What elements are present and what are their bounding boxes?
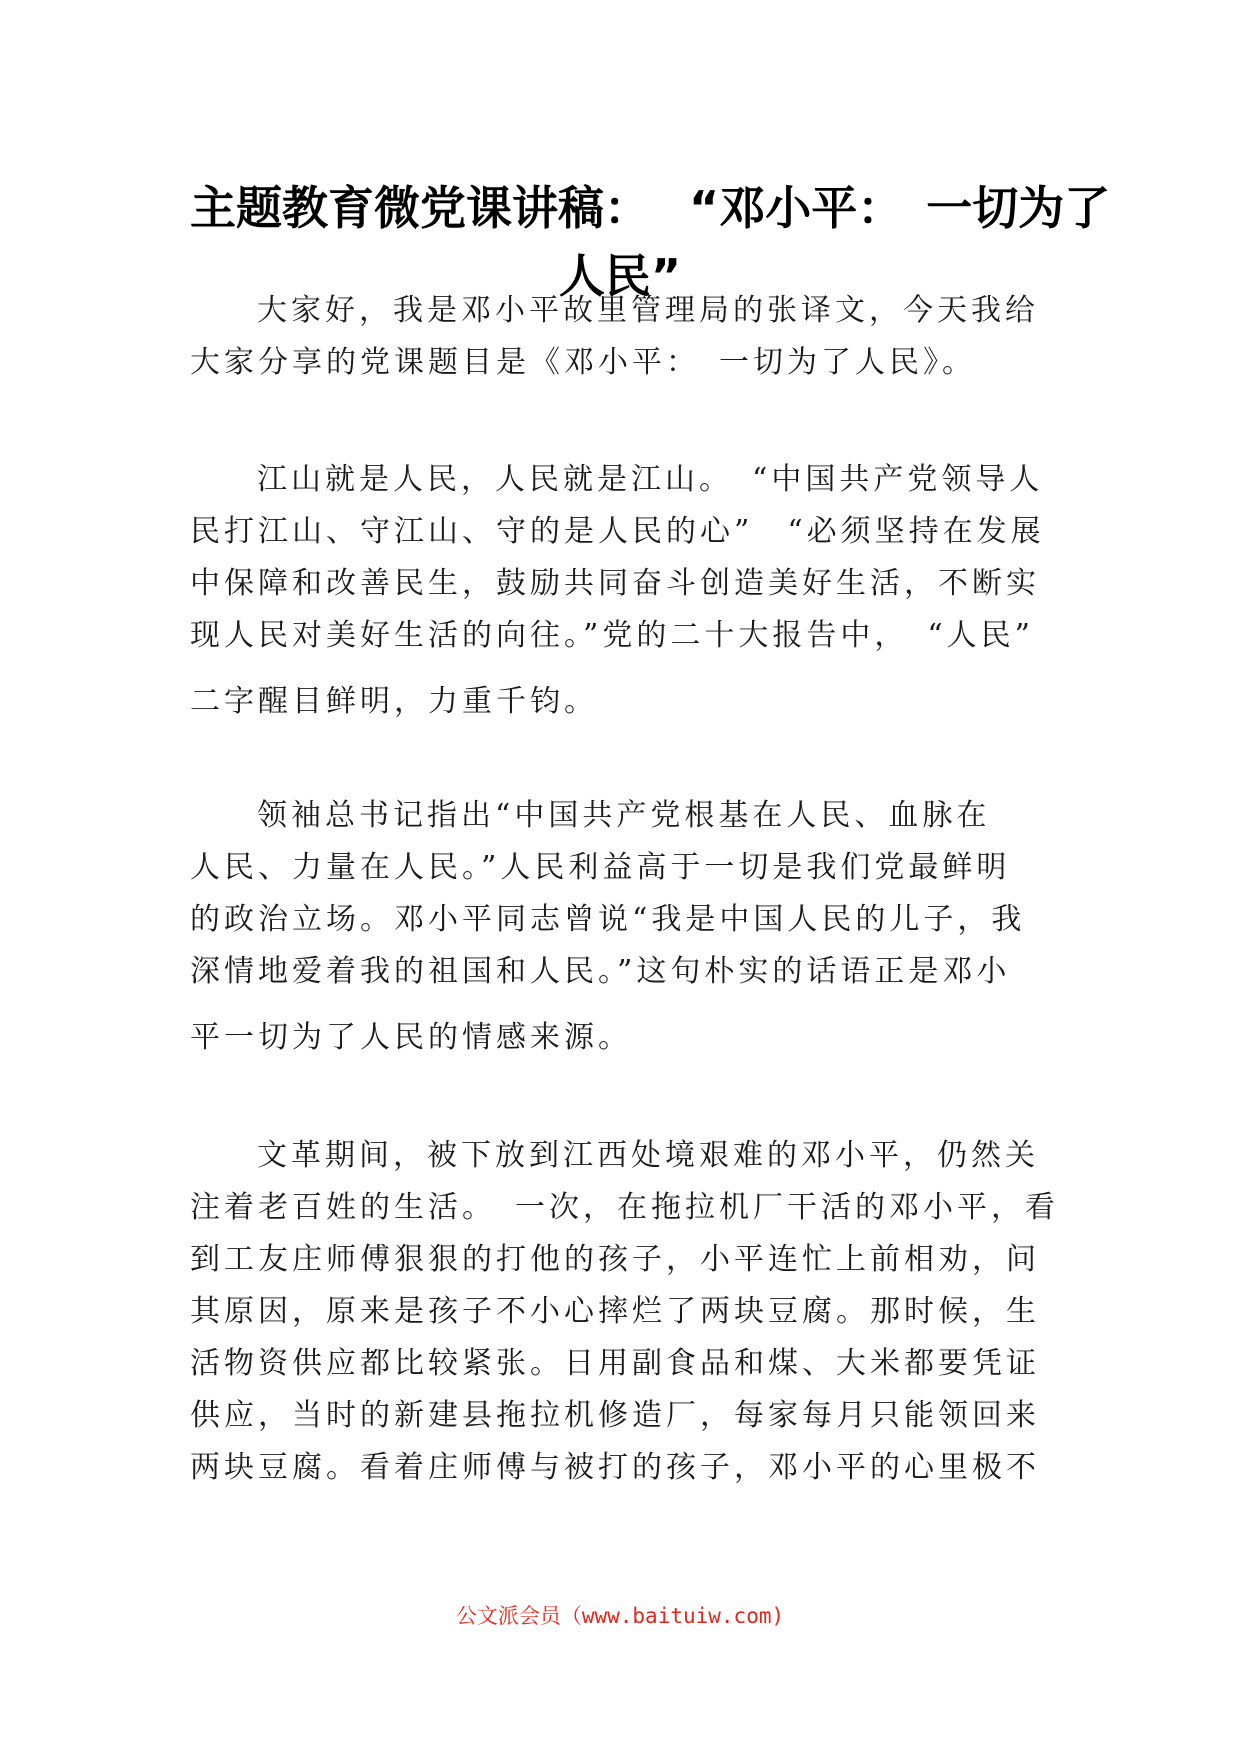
paragraph-4-line-1: 文革期间，被下放到江西处境艰难的邓小平，仍然关 [257,1138,1039,1173]
paragraph-3-line-3: 的政治立场。邓小平同志曾说“我是中国人民的儿子，我 [190,902,1026,937]
paragraph-4-line-3: 到工友庄师傅狠狠的打他的孩子，小平连忙上前相劝，问 [190,1242,1040,1277]
paragraph-4-line-7: 两块豆腐。看着庄师傅与被打的孩子，邓小平的心里极不 [190,1450,1040,1485]
paragraph-2-line-1: 江山就是人民，人民就是江山。 “中国共产党领导人 [257,462,1044,497]
paragraph-4-line-5: 活物资供应都比较紧张。日用副食品和煤、大米都要凭证 [190,1346,1040,1381]
paragraph-4-line-2: 注着老百姓的生活。 一次，在拖拉机厂干活的邓小平，看 [190,1190,1059,1225]
paragraph-4-line-6: 供应，当时的新建县拖拉机修造厂，每家每月只能领回来 [190,1398,1040,1433]
paragraph-3-line-2: 人民、力量在人民。”人民利益高于一切是我们党最鲜明 [190,850,1011,885]
paragraph-3-line-1: 领袖总书记指出“中国共产党根基在人民、血脉在 [257,798,991,833]
paragraph-2-line-5: 二字醒目鲜明，力重千钧。 [190,684,598,719]
paragraph-2-line-3: 中保障和改善民生，鼓励共同奋斗创造美好生活，不断实 [190,566,1040,601]
document-title-line-2: 人民” [558,249,682,303]
paragraph-2-line-2: 民打江山、守江山、守的是人民的心” “必须坚持在发展 [190,514,1045,549]
paragraph-1-line-1: 大家好，我是邓小平故里管理局的张译文，今天我给 [257,293,1039,328]
paragraph-2-line-4: 现人民对美好生活的向往。”党的二十大报告中， “人民” [190,618,1035,653]
document-title-line-1: 主题教育微党课讲稿： “邓小平： 一切为了 [190,181,1111,235]
paragraph-3-line-4: 深情地爱着我的祖国和人民。”这句朴实的话语正是邓小 [190,954,1011,989]
paragraph-4-line-4: 其原因，原来是孩子不小心摔烂了两块豆腐。那时候，生 [190,1294,1040,1329]
paragraph-1-line-2: 大家分享的党课题目是《邓小平： 一切为了人民》。 [190,345,976,380]
paragraph-3-line-5: 平一切为了人民的情感来源。 [190,1020,632,1055]
footer-member-link[interactable]: 公文派会员（www.baituiw.com) [455,1604,785,1628]
